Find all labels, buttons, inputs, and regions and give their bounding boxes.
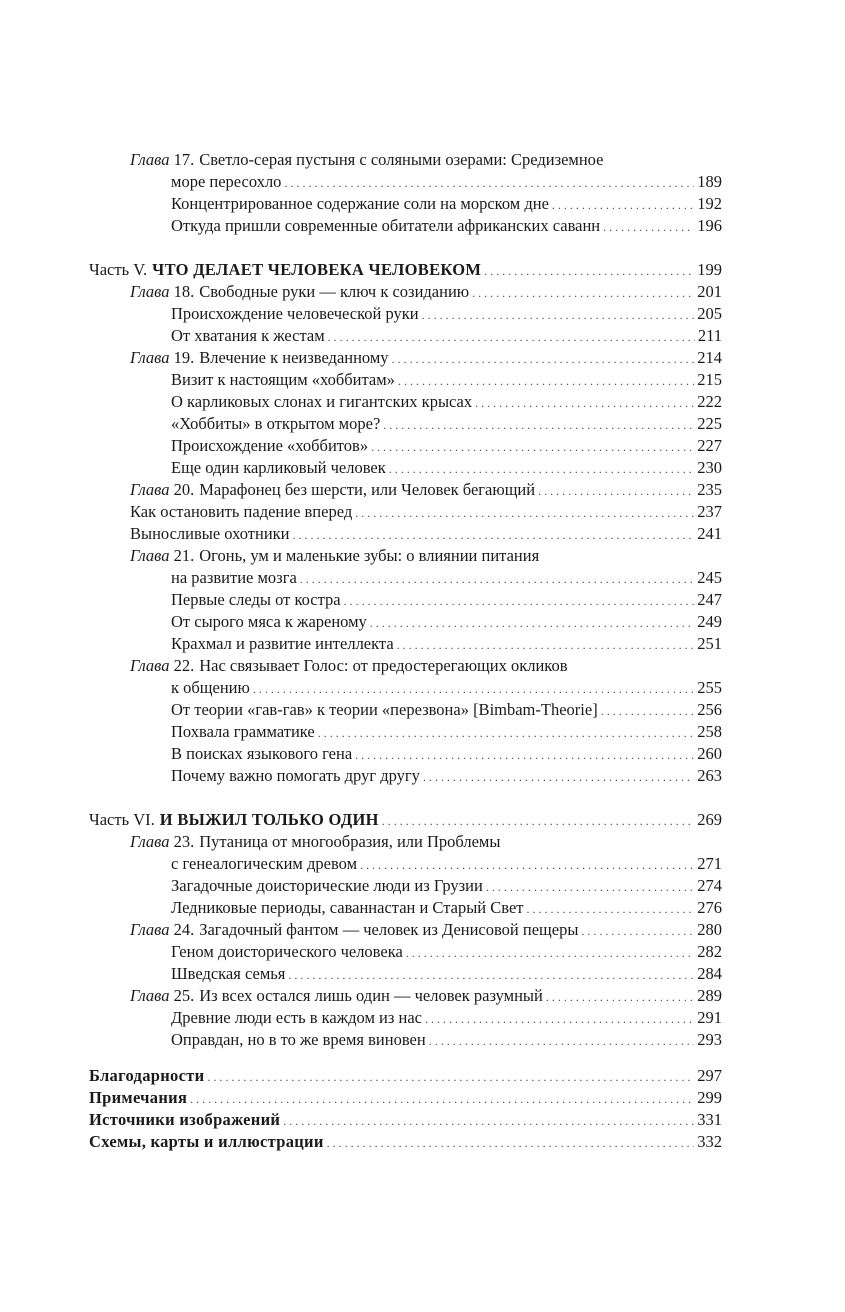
toc-chapter-entry xyxy=(89,281,722,303)
entry-title: О карликовых слонах и гигантских крысах xyxy=(171,392,473,411)
page-number: 249 xyxy=(697,612,722,631)
page-number: 282 xyxy=(697,942,722,961)
entry-title: Ледниковые периоды, саваннастан и Старый Свет xyxy=(171,898,524,917)
entry-number: 25. xyxy=(173,986,195,1005)
page-number: 299 xyxy=(697,1088,722,1107)
toc-section-entry xyxy=(89,633,722,655)
entry-title: Геном доисторического человека xyxy=(171,942,403,961)
entry-title: От теории «гав-гав» к теории «перезвона» [Bimbam-Theorie] xyxy=(171,700,598,719)
page-number: 291 xyxy=(697,1008,722,1027)
entry-title: Происхождение человеческой руки xyxy=(171,304,419,323)
page-number: 284 xyxy=(697,964,722,983)
entry-title: с генеалогическим древом xyxy=(171,854,358,873)
dot-leader xyxy=(422,304,695,325)
dot-leader xyxy=(288,964,694,985)
entry-title: Марафонец без шерсти, или Человек бегающий xyxy=(199,480,536,499)
toc-chapter-entry xyxy=(89,149,722,171)
chapter-label: Глава xyxy=(130,986,170,1005)
chapter-label: Глава xyxy=(130,282,170,301)
dot-leader xyxy=(370,612,694,633)
entry-prefix xyxy=(130,149,194,171)
toc-part-entry xyxy=(89,809,722,831)
page-number: 331 xyxy=(697,1110,722,1129)
toc-chapter-entry xyxy=(89,655,722,677)
entry-title: Из всех остался лишь один — человек разумный xyxy=(199,986,543,1005)
dot-leader xyxy=(389,458,694,479)
dot-leader xyxy=(601,700,695,721)
toc-chapter-entry xyxy=(89,347,722,369)
page-number: 237 xyxy=(697,502,722,521)
toc-section-entry xyxy=(89,435,722,457)
dot-leader xyxy=(284,172,694,193)
page-number: 276 xyxy=(697,898,722,917)
toc-section-entry xyxy=(89,501,722,523)
chapter-label: Глава xyxy=(130,920,170,939)
dot-leader xyxy=(581,920,694,941)
toc-section-entry xyxy=(89,171,722,193)
dot-leader xyxy=(253,678,694,699)
entry-title: море пересохло xyxy=(171,172,282,191)
page-number: 230 xyxy=(697,458,722,477)
page-number: 289 xyxy=(697,986,722,1005)
dot-leader xyxy=(475,392,694,413)
entry-title: ЧТО ДЕЛАЕТ ЧЕЛОВЕКА ЧЕЛОВЕКОМ xyxy=(152,260,482,279)
chapter-label: Глава xyxy=(130,348,170,367)
entry-title: В поисках языкового гена xyxy=(171,744,353,763)
entry-title: Огонь, ум и маленькие зубы: о влиянии питания xyxy=(199,546,540,565)
toc-section-entry xyxy=(89,853,722,875)
dot-leader xyxy=(552,194,694,215)
dot-leader xyxy=(472,282,694,303)
dot-leader xyxy=(355,744,694,765)
entry-title: Оправдан, но в то же время виновен xyxy=(171,1030,426,1049)
dot-leader xyxy=(371,436,694,457)
dot-leader xyxy=(538,480,694,501)
toc-section-entry xyxy=(89,699,722,721)
page-number: 247 xyxy=(697,590,722,609)
entry-title: «Хоббиты» в открытом море? xyxy=(171,414,381,433)
toc-section-entry xyxy=(89,721,722,743)
page-number: 227 xyxy=(697,436,722,455)
entry-title: Светло-серая пустыня с соляными озерами: Средиземное xyxy=(199,150,604,169)
page-number: 263 xyxy=(697,766,722,785)
page-number: 269 xyxy=(697,810,722,829)
toc-chapter-entry xyxy=(89,985,722,1007)
dot-leader xyxy=(398,370,694,391)
toc-section-entry xyxy=(89,369,722,391)
toc-section-entry xyxy=(89,523,722,545)
dot-leader xyxy=(355,502,694,523)
dot-leader xyxy=(383,414,694,435)
toc-part-entry xyxy=(89,1087,722,1109)
page-number: 297 xyxy=(697,1066,722,1085)
page-number: 271 xyxy=(697,854,722,873)
entry-title: И ВЫЖИЛ ТОЛЬКО ОДИН xyxy=(159,810,379,829)
dot-leader xyxy=(382,810,694,831)
dot-leader xyxy=(190,1088,694,1109)
chapter-label: Глава xyxy=(130,480,170,499)
chapter-label: Глава xyxy=(130,150,170,169)
dot-leader xyxy=(392,348,695,369)
page-number: 189 xyxy=(697,172,722,191)
entry-title: Шведская семья xyxy=(171,964,286,983)
entry-number: 20. xyxy=(173,480,195,499)
dot-leader xyxy=(429,1030,695,1051)
entry-title: Первые следы от костра xyxy=(171,590,341,609)
page-number: 251 xyxy=(697,634,722,653)
chapter-label: Глава xyxy=(130,832,170,851)
entry-prefix xyxy=(130,347,194,369)
toc-section-entry xyxy=(89,589,722,611)
entry-title: Похвала грамматике xyxy=(171,722,315,741)
dot-leader xyxy=(546,986,694,1007)
page-number: 214 xyxy=(697,348,722,367)
dot-leader xyxy=(328,326,695,347)
entry-prefix xyxy=(130,985,194,1007)
entry-title: Влечение к неизведанному xyxy=(199,348,389,367)
entry-number: 22. xyxy=(173,656,195,675)
toc-chapter-entry xyxy=(89,479,722,501)
dot-leader xyxy=(526,898,694,919)
page-number: 199 xyxy=(697,260,722,279)
toc-chapter-entry xyxy=(89,545,722,567)
entry-prefix xyxy=(130,919,194,941)
entry-number: 18. xyxy=(173,282,195,301)
chapter-label: Глава xyxy=(130,656,170,675)
entry-title: к общению xyxy=(171,678,250,697)
entry-title: Еще один карликовый человек xyxy=(171,458,386,477)
toc-section-entry xyxy=(89,963,722,985)
page-number: 258 xyxy=(697,722,722,741)
entry-prefix xyxy=(130,479,194,501)
page-number: 215 xyxy=(697,370,722,389)
entry-prefix xyxy=(130,831,194,853)
page-number: 192 xyxy=(697,194,722,213)
entry-title: От хватания к жестам xyxy=(171,326,325,345)
toc-part-entry xyxy=(89,1065,722,1087)
dot-leader xyxy=(344,590,695,611)
toc-section-entry xyxy=(89,303,722,325)
toc-section-entry xyxy=(89,215,722,237)
dot-leader xyxy=(207,1066,694,1087)
dot-leader xyxy=(283,1110,694,1131)
entry-title: Свободные руки — ключ к созиданию xyxy=(199,282,470,301)
entry-title: на развитие мозга xyxy=(171,568,297,587)
entry-number: 23. xyxy=(173,832,195,851)
entry-title: Источники изображений xyxy=(89,1110,281,1129)
page-number: 245 xyxy=(697,568,722,587)
entry-title: Путаница от многообразия, или Проблемы xyxy=(199,832,501,851)
toc-section-entry xyxy=(89,941,722,963)
entry-number: 24. xyxy=(173,920,195,939)
page-number: 274 xyxy=(697,876,722,895)
entry-title: Схемы, карты и иллюстрации xyxy=(89,1132,324,1151)
entry-title: Откуда пришли современные обитатели африканских саванн xyxy=(171,216,601,235)
entry-title: Визит к настоящим «хоббитам» xyxy=(171,370,395,389)
dot-leader xyxy=(300,568,694,589)
toc-section-entry xyxy=(89,413,722,435)
entry-number: 19. xyxy=(173,348,195,367)
entry-prefix xyxy=(130,655,194,677)
entry-prefix xyxy=(130,281,194,303)
entry-prefix xyxy=(89,259,147,281)
toc-part-entry xyxy=(89,259,722,281)
toc-chapter-entry xyxy=(89,831,722,853)
entry-title: Как остановить падение вперед xyxy=(130,502,353,521)
dot-leader xyxy=(603,216,694,237)
entry-title: Примечания xyxy=(89,1088,188,1107)
entry-prefix xyxy=(130,545,194,567)
toc-section-entry xyxy=(89,875,722,897)
entry-prefix xyxy=(89,809,155,831)
toc-section-entry xyxy=(89,677,722,699)
toc-section-entry xyxy=(89,567,722,589)
entry-title: Концентрированное содержание соли на морском дне xyxy=(171,194,549,213)
page-number: 196 xyxy=(697,216,722,235)
entry-title: Происхождение «хоббитов» xyxy=(171,436,369,455)
entry-title: Выносливые охотники xyxy=(130,524,290,543)
entry-number: Часть V. xyxy=(89,260,148,279)
dot-leader xyxy=(397,634,695,655)
dot-leader xyxy=(406,942,694,963)
page-number: 293 xyxy=(697,1030,722,1049)
dot-leader xyxy=(423,766,694,787)
entry-number: 17. xyxy=(173,150,195,169)
toc-part-entry xyxy=(89,1109,722,1131)
page-number: 235 xyxy=(697,480,722,499)
entry-title: Крахмал и развитие интеллекта xyxy=(171,634,394,653)
entry-number: Часть VI. xyxy=(89,810,155,829)
page-number: 280 xyxy=(697,920,722,939)
page-number: 241 xyxy=(697,524,722,543)
page-number: 255 xyxy=(697,678,722,697)
toc-section-entry xyxy=(89,457,722,479)
page-number: 211 xyxy=(697,326,722,345)
toc-section-entry xyxy=(89,391,722,413)
entry-title: Почему важно помогать друг другу xyxy=(171,766,420,785)
table-of-contents xyxy=(89,149,722,1153)
chapter-label: Глава xyxy=(130,546,170,565)
toc-section-entry xyxy=(89,611,722,633)
toc-section-entry xyxy=(89,1029,722,1051)
toc-section-entry xyxy=(89,743,722,765)
page-number: 201 xyxy=(697,282,722,301)
toc-section-entry xyxy=(89,193,722,215)
toc-part-entry xyxy=(89,1131,722,1153)
entry-title: Благодарности xyxy=(89,1066,205,1085)
entry-title: Загадочные доисторические люди из Грузии xyxy=(171,876,483,895)
dot-leader xyxy=(293,524,695,545)
page-number: 225 xyxy=(697,414,722,433)
dot-leader xyxy=(425,1008,694,1029)
dot-leader xyxy=(318,722,695,743)
page-number: 256 xyxy=(697,700,722,719)
dot-leader xyxy=(360,854,694,875)
entry-number: 21. xyxy=(173,546,195,565)
page-number: 332 xyxy=(697,1132,722,1151)
toc-section-entry xyxy=(89,765,722,787)
page-number: 205 xyxy=(697,304,722,323)
page-number: 222 xyxy=(697,392,722,411)
dot-leader xyxy=(486,876,694,897)
entry-title: Древние люди есть в каждом из нас xyxy=(171,1008,422,1027)
toc-section-entry xyxy=(89,325,722,347)
toc-section-entry xyxy=(89,897,722,919)
entry-title: От сырого мяса к жареному xyxy=(171,612,367,631)
toc-chapter-entry xyxy=(89,919,722,941)
dot-leader xyxy=(484,260,694,281)
entry-title: Нас связывает Голос: от предостерегающих окликов xyxy=(199,656,568,675)
entry-title: Загадочный фантом — человек из Денисовой пещеры xyxy=(199,920,579,939)
toc-section-entry xyxy=(89,1007,722,1029)
page-number: 260 xyxy=(697,744,722,763)
dot-leader xyxy=(327,1132,695,1153)
